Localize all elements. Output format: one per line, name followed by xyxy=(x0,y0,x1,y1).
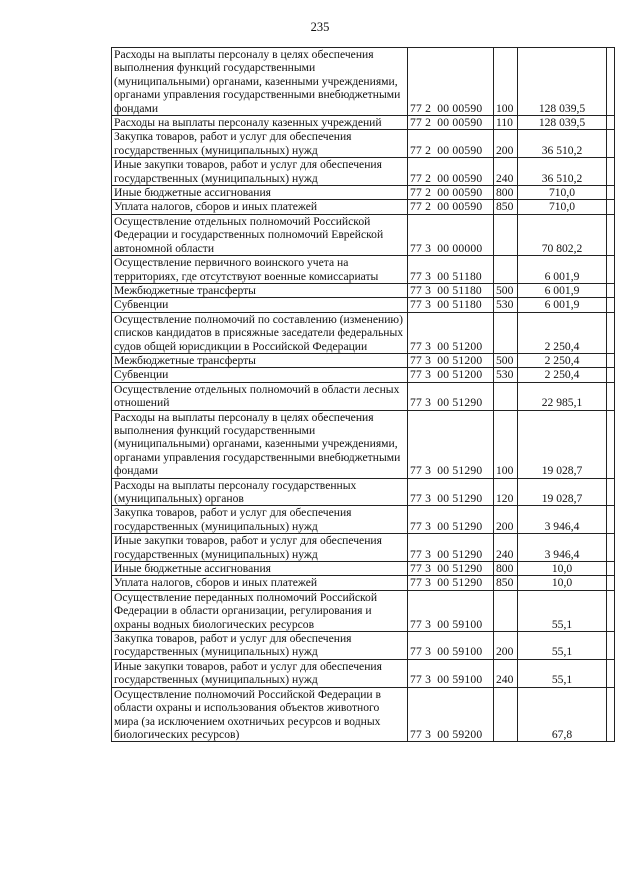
row-expense-type: 240 xyxy=(494,659,518,687)
row-expense-type xyxy=(494,312,518,353)
table-row xyxy=(112,200,615,214)
row-border-pad xyxy=(607,256,615,284)
table-row xyxy=(112,256,615,284)
row-border-pad xyxy=(607,200,615,214)
row-expense-type: 850 xyxy=(494,200,518,214)
table-row xyxy=(112,478,615,506)
table-row xyxy=(112,368,615,382)
row-amount: 36 510,2 xyxy=(518,158,607,186)
row-code: 77 2 00 00590 xyxy=(408,48,494,116)
row-expense-type xyxy=(494,687,518,742)
table-row xyxy=(112,590,615,631)
row-border-pad xyxy=(607,283,615,297)
row-code: 77 2 00 00590 xyxy=(408,186,494,200)
row-expense-type: 100 xyxy=(494,48,518,116)
row-name: Иные закупки товаров, работ и услуг для обеспечения государственных (муниципальных) нужд xyxy=(112,534,408,562)
row-amount: 19 028,7 xyxy=(518,410,607,478)
row-expense-type: 850 xyxy=(494,576,518,590)
row-amount: 128 039,5 xyxy=(518,116,607,130)
row-name: Расходы на выплаты персоналу в целях обеспечения выполнения функций государственными (муниципальными) органами, казенными учреждениями, органами управления государственными внебюджетными фондами xyxy=(112,410,408,478)
row-border-pad xyxy=(607,298,615,312)
row-code: 77 3 00 51180 xyxy=(408,283,494,297)
row-code: 77 3 00 51180 xyxy=(408,256,494,284)
row-amount: 6 001,9 xyxy=(518,298,607,312)
row-code: 77 3 00 51180 xyxy=(408,298,494,312)
row-code: 77 3 00 00000 xyxy=(408,214,494,255)
row-name: Осуществление первичного воинского учета на территориях, где отсутствуют военные комиссариаты xyxy=(112,256,408,284)
row-expense-type xyxy=(494,214,518,255)
row-expense-type: 200 xyxy=(494,130,518,158)
table-row xyxy=(112,659,615,687)
row-amount: 67,8 xyxy=(518,687,607,742)
row-name: Осуществление полномочий по составлению (изменению) списков кандидатов в присяжные заседатели федеральных судов общей юрисдикции в Российской Федерации xyxy=(112,312,408,353)
row-expense-type xyxy=(494,256,518,284)
row-amount: 19 028,7 xyxy=(518,478,607,506)
row-code: 77 2 00 00590 xyxy=(408,130,494,158)
row-name: Осуществление полномочий Российской Федерации в области охраны и использования объектов животного мира (за исключением охотничьих ресурсов и водных биологических ресурсов) xyxy=(112,687,408,742)
row-amount: 10,0 xyxy=(518,562,607,576)
row-amount: 3 946,4 xyxy=(518,506,607,534)
row-amount: 36 510,2 xyxy=(518,130,607,158)
table-row xyxy=(112,158,615,186)
table-row xyxy=(112,312,615,353)
row-name: Закупка товаров, работ и услуг для обеспечения государственных (муниципальных) нужд xyxy=(112,506,408,534)
row-border-pad xyxy=(607,659,615,687)
row-expense-type: 500 xyxy=(494,353,518,367)
row-name: Межбюджетные трансферты xyxy=(112,283,408,297)
row-border-pad xyxy=(607,632,615,660)
row-amount: 6 001,9 xyxy=(518,283,607,297)
row-code: 77 3 00 51290 xyxy=(408,410,494,478)
row-name: Иные закупки товаров, работ и услуг для обеспечения государственных (муниципальных) нужд xyxy=(112,659,408,687)
row-name: Уплата налогов, сборов и иных платежей xyxy=(112,200,408,214)
row-name: Закупка товаров, работ и услуг для обеспечения государственных (муниципальных) нужд xyxy=(112,632,408,660)
row-border-pad xyxy=(607,130,615,158)
row-expense-type: 530 xyxy=(494,368,518,382)
row-border-pad xyxy=(607,410,615,478)
row-code: 77 3 00 59100 xyxy=(408,590,494,631)
row-expense-type: 800 xyxy=(494,186,518,200)
table-row xyxy=(112,534,615,562)
row-name: Расходы на выплаты персоналу казенных учреждений xyxy=(112,116,408,130)
row-expense-type: 240 xyxy=(494,534,518,562)
row-amount: 6 001,9 xyxy=(518,256,607,284)
row-name: Субвенции xyxy=(112,368,408,382)
row-border-pad xyxy=(607,48,615,116)
row-code: 77 3 00 51290 xyxy=(408,478,494,506)
row-border-pad xyxy=(607,506,615,534)
budget-table xyxy=(111,47,615,742)
row-code: 77 3 00 59100 xyxy=(408,632,494,660)
row-expense-type: 500 xyxy=(494,283,518,297)
row-expense-type: 200 xyxy=(494,506,518,534)
table-row xyxy=(112,116,615,130)
row-expense-type: 120 xyxy=(494,478,518,506)
page-number: 235 xyxy=(310,20,330,34)
row-amount: 55,1 xyxy=(518,659,607,687)
table-row xyxy=(112,506,615,534)
row-expense-type xyxy=(494,382,518,410)
row-expense-type: 800 xyxy=(494,562,518,576)
table-row xyxy=(112,632,615,660)
row-code: 77 2 00 00590 xyxy=(408,158,494,186)
row-amount: 55,1 xyxy=(518,590,607,631)
row-name: Осуществление переданных полномочий Российской Федерации в области организации, регулирования и охраны водных биологических ресурсов xyxy=(112,590,408,631)
row-expense-type: 200 xyxy=(494,632,518,660)
row-border-pad xyxy=(607,687,615,742)
row-name: Субвенции xyxy=(112,298,408,312)
table-row xyxy=(112,283,615,297)
row-amount: 710,0 xyxy=(518,200,607,214)
row-border-pad xyxy=(607,534,615,562)
row-border-pad xyxy=(607,158,615,186)
table-row xyxy=(112,576,615,590)
row-border-pad xyxy=(607,368,615,382)
row-code: 77 3 00 51200 xyxy=(408,312,494,353)
row-name: Иные бюджетные ассигнования xyxy=(112,186,408,200)
row-name: Уплата налогов, сборов и иных платежей xyxy=(112,576,408,590)
table-row xyxy=(112,298,615,312)
table-row xyxy=(112,48,615,116)
row-amount: 2 250,4 xyxy=(518,312,607,353)
row-name: Расходы на выплаты персоналу в целях обеспечения выполнения функций государственными (муниципальными) органами, казенными учреждениями, органами управления государственными внебюджетными фондами xyxy=(112,48,408,116)
row-border-pad xyxy=(607,590,615,631)
table-row xyxy=(112,130,615,158)
table-row xyxy=(112,382,615,410)
row-code: 77 3 00 59200 xyxy=(408,687,494,742)
row-code: 77 2 00 00590 xyxy=(408,200,494,214)
row-amount: 2 250,4 xyxy=(518,353,607,367)
row-name: Осуществление отдельных полномочий в области лесных отношений xyxy=(112,382,408,410)
row-amount: 55,1 xyxy=(518,632,607,660)
row-code: 77 3 00 51290 xyxy=(408,562,494,576)
row-name: Межбюджетные трансферты xyxy=(112,353,408,367)
row-code: 77 3 00 51200 xyxy=(408,353,494,367)
row-border-pad xyxy=(607,353,615,367)
row-border-pad xyxy=(607,214,615,255)
budget-table-body xyxy=(112,48,615,742)
row-expense-type: 530 xyxy=(494,298,518,312)
row-code: 77 3 00 51200 xyxy=(408,368,494,382)
row-expense-type: 240 xyxy=(494,158,518,186)
row-code: 77 3 00 51290 xyxy=(408,534,494,562)
table-row xyxy=(112,353,615,367)
row-name: Закупка товаров, работ и услуг для обеспечения государственных (муниципальных) нужд xyxy=(112,130,408,158)
row-border-pad xyxy=(607,116,615,130)
row-amount: 22 985,1 xyxy=(518,382,607,410)
table-row xyxy=(112,186,615,200)
row-code: 77 2 00 00590 xyxy=(408,116,494,130)
row-amount: 710,0 xyxy=(518,186,607,200)
row-border-pad xyxy=(607,382,615,410)
table-row xyxy=(112,687,615,742)
row-expense-type: 110 xyxy=(494,116,518,130)
row-name: Иные бюджетные ассигнования xyxy=(112,562,408,576)
row-name: Осуществление отдельных полномочий Российской Федерации и государственных полномочий Еврейской автономной области xyxy=(112,214,408,255)
row-border-pad xyxy=(607,576,615,590)
row-amount: 2 250,4 xyxy=(518,368,607,382)
row-amount: 10,0 xyxy=(518,576,607,590)
row-border-pad xyxy=(607,312,615,353)
row-border-pad xyxy=(607,186,615,200)
row-expense-type: 100 xyxy=(494,410,518,478)
row-expense-type xyxy=(494,590,518,631)
row-code: 77 3 00 51290 xyxy=(408,506,494,534)
row-border-pad xyxy=(607,478,615,506)
row-amount: 3 946,4 xyxy=(518,534,607,562)
row-code: 77 3 00 51290 xyxy=(408,382,494,410)
row-code: 77 3 00 51290 xyxy=(408,576,494,590)
table-row xyxy=(112,214,615,255)
row-code: 77 3 00 59100 xyxy=(408,659,494,687)
row-amount: 70 802,2 xyxy=(518,214,607,255)
row-name: Иные закупки товаров, работ и услуг для обеспечения государственных (муниципальных) нужд xyxy=(112,158,408,186)
row-border-pad xyxy=(607,562,615,576)
row-name: Расходы на выплаты персоналу государственных (муниципальных) органов xyxy=(112,478,408,506)
table-row xyxy=(112,562,615,576)
table-row xyxy=(112,410,615,478)
row-amount: 128 039,5 xyxy=(518,48,607,116)
